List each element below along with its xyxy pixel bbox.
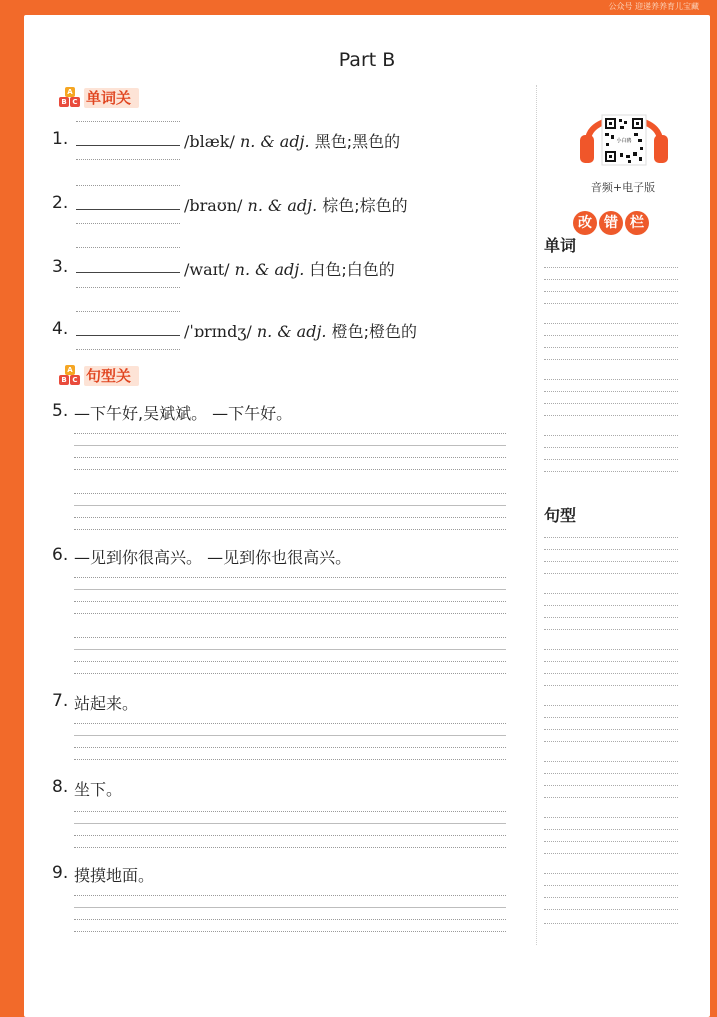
sidebar-writing-line[interactable]	[544, 649, 678, 650]
writing-guide-line	[74, 601, 506, 602]
sidebar-writing-line[interactable]	[544, 267, 678, 268]
writing-guide-line	[74, 661, 506, 662]
sidebar-writing-line[interactable]	[544, 323, 678, 324]
sidebar-writing-line[interactable]	[544, 923, 678, 924]
sidebar-writing-line[interactable]	[544, 471, 678, 472]
writing-guide-line	[76, 121, 180, 122]
word-entry: /ˈɒrɪndʒ/ n. & adj. 橙色;橙色的	[184, 322, 417, 341]
writing-guide-line	[76, 185, 180, 186]
sidebar-writing-line[interactable]	[544, 549, 678, 550]
worksheet-page	[24, 15, 710, 1017]
writing-guide-line	[74, 759, 506, 760]
writing-guide-line	[74, 577, 506, 578]
writing-guide-line	[74, 457, 506, 458]
sentence-number: 5.	[52, 401, 69, 421]
words-section-tag	[58, 87, 139, 109]
writing-guide-line	[74, 931, 506, 932]
sentence-number: 9.	[52, 863, 69, 883]
word-number: 3.	[52, 257, 69, 277]
top-watermark: 公众号 迎递养养育儿宝藏	[608, 2, 699, 11]
sidebar-writing-line[interactable]	[544, 841, 678, 842]
word-entry: /blæk/ n. & adj. 黑色;黑色的	[184, 132, 401, 151]
writing-guide-line	[74, 723, 506, 724]
qr-center-label: 小白鸥	[616, 138, 632, 144]
sidebar-writing-line[interactable]	[544, 347, 678, 348]
sidebar-writing-line[interactable]	[544, 673, 678, 674]
answer-line[interactable]	[74, 589, 506, 590]
answer-line[interactable]	[74, 735, 506, 736]
page-title: Part B	[338, 49, 396, 71]
sidebar-writing-line[interactable]	[544, 303, 678, 304]
sentence-prompt: 坐下。	[74, 780, 123, 799]
sidebar-writing-line[interactable]	[544, 661, 678, 662]
sentence-number: 6.	[52, 545, 69, 565]
sidebar-writing-line[interactable]	[544, 729, 678, 730]
sidebar-writing-line[interactable]	[544, 379, 678, 380]
writing-guide-line	[74, 747, 506, 748]
sentence-number: 7.	[52, 691, 69, 711]
writing-guide-line	[74, 835, 506, 836]
answer-blank[interactable]	[76, 145, 180, 146]
sidebar-writing-line[interactable]	[544, 785, 678, 786]
sidebar-writing-line[interactable]	[544, 359, 678, 360]
writing-guide-line	[74, 673, 506, 674]
sidebar-writing-line[interactable]	[544, 415, 678, 416]
sidebar-writing-line[interactable]	[544, 773, 678, 774]
sidebar-writing-line[interactable]	[544, 573, 678, 574]
sidebar-divider	[536, 85, 537, 945]
word-number: 1.	[52, 129, 69, 149]
sidebar-writing-line[interactable]	[544, 279, 678, 280]
abc-blocks-icon: A B C	[58, 87, 84, 109]
word-number: 2.	[52, 193, 69, 213]
writing-guide-line	[74, 433, 506, 434]
writing-guide-line	[74, 811, 506, 812]
abc-blocks-icon: A B C	[58, 365, 84, 387]
correction-column-badge: 改 错 栏	[573, 211, 649, 237]
sidebar-writing-line[interactable]	[544, 335, 678, 336]
writing-guide-line	[74, 637, 506, 638]
sidebar-writing-line[interactable]	[544, 617, 678, 618]
writing-guide-line	[74, 847, 506, 848]
sidebar-writing-line[interactable]	[544, 593, 678, 594]
sentence-prompt: 摸摸地面。	[74, 866, 155, 885]
sidebar-writing-line[interactable]	[544, 605, 678, 606]
word-entry: /braʊn/ n. & adj. 棕色;棕色的	[184, 196, 408, 215]
answer-blank[interactable]	[76, 335, 180, 336]
answer-line[interactable]	[74, 823, 506, 824]
writing-guide-line	[76, 159, 180, 160]
sentence-prompt: —下午好,吴斌斌。 —下午好。	[74, 404, 293, 423]
sidebar-writing-line[interactable]	[544, 291, 678, 292]
sidebar-writing-line[interactable]	[544, 897, 678, 898]
answer-blank[interactable]	[76, 209, 180, 210]
answer-line[interactable]	[74, 445, 506, 446]
writing-guide-line	[74, 469, 506, 470]
sidebar-writing-line[interactable]	[544, 797, 678, 798]
sidebar-writing-line[interactable]	[544, 685, 678, 686]
answer-line[interactable]	[74, 907, 506, 908]
sentence-number: 8.	[52, 777, 69, 797]
sidebar-writing-line[interactable]	[544, 629, 678, 630]
sidebar-writing-line[interactable]	[544, 885, 678, 886]
answer-line[interactable]	[74, 649, 506, 650]
sidebar-writing-line[interactable]	[544, 829, 678, 830]
answer-line[interactable]	[74, 505, 506, 506]
sidebar-sentences-heading: 句型	[544, 506, 577, 525]
writing-guide-line	[76, 247, 180, 248]
word-entry: /waɪt/ n. & adj. 白色;白色的	[184, 260, 395, 279]
sidebar-writing-line[interactable]	[544, 909, 678, 910]
writing-guide-line	[74, 895, 506, 896]
writing-guide-line	[76, 349, 180, 350]
sidebar-words-heading: 单词	[544, 236, 577, 255]
answer-blank[interactable]	[76, 272, 180, 273]
sidebar-writing-line[interactable]	[544, 717, 678, 718]
qr-code-block[interactable]	[578, 97, 670, 177]
sidebar-writing-line[interactable]	[544, 459, 678, 460]
writing-guide-line	[74, 517, 506, 518]
sentences-section-tag	[58, 365, 139, 387]
writing-guide-line	[74, 493, 506, 494]
sidebar-writing-line[interactable]	[544, 761, 678, 762]
sentence-prompt: —见到你很高兴。 —见到你也很高兴。	[74, 548, 352, 567]
sidebar-writing-line[interactable]	[544, 391, 678, 392]
sidebar-writing-line[interactable]	[544, 561, 678, 562]
sidebar-writing-line[interactable]	[544, 537, 678, 538]
sentence-prompt: 站起来。	[74, 694, 139, 713]
sidebar-writing-line[interactable]	[544, 705, 678, 706]
sidebar-writing-line[interactable]	[544, 873, 678, 874]
words-section-label: 单词关	[84, 88, 139, 108]
qr-caption: 音频+电子版	[590, 181, 656, 194]
writing-guide-line	[74, 919, 506, 920]
sentences-section-label: 句型关	[84, 366, 139, 386]
writing-guide-line	[76, 223, 180, 224]
writing-guide-line	[76, 311, 180, 312]
writing-guide-line	[74, 613, 506, 614]
sidebar-writing-line[interactable]	[544, 403, 678, 404]
sidebar-writing-line[interactable]	[544, 817, 678, 818]
sidebar-writing-line[interactable]	[544, 447, 678, 448]
writing-guide-line	[76, 287, 180, 288]
word-number: 4.	[52, 319, 69, 339]
sidebar-writing-line[interactable]	[544, 435, 678, 436]
sidebar-writing-line[interactable]	[544, 741, 678, 742]
writing-guide-line	[74, 529, 506, 530]
sidebar-writing-line[interactable]	[544, 853, 678, 854]
